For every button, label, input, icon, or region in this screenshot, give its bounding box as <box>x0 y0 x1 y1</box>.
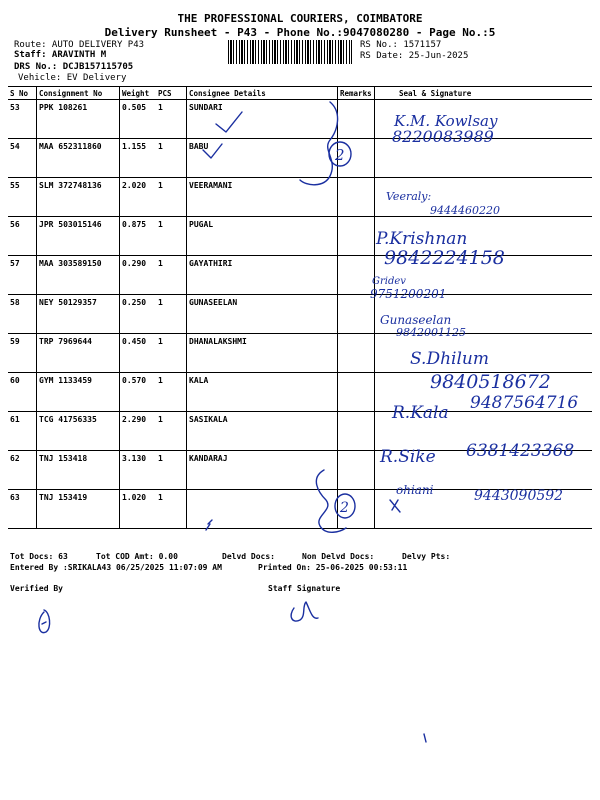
cell-seal-signature <box>375 373 593 412</box>
cell-remarks <box>338 373 375 412</box>
signature-61-phone: 6381423368 <box>466 441 575 461</box>
signature-53-name: K.M. Kowlsay <box>394 112 498 130</box>
cell-remarks <box>338 334 375 373</box>
runsheet-title: Delivery Runsheet - P43 - Phone No.:9047080280 - Page No.:5 <box>104 26 496 39</box>
signature-62-name: ohiani <box>396 483 434 497</box>
cell-consignee: GUNASEELAN <box>187 295 338 334</box>
cell-remarks <box>338 139 375 178</box>
cell-sno: 62 <box>8 451 37 490</box>
cell-seal-signature <box>375 100 593 139</box>
delivered-docs: Delvd Docs: <box>222 552 275 561</box>
cell-sno: 56 <box>8 217 37 256</box>
cell-remarks <box>338 178 375 217</box>
total-cod-amount: Tot COD Amt: 0.00 <box>96 552 178 561</box>
drs-label: DRS No.: DCJB157115705 <box>14 62 134 72</box>
col-weight: Weight <box>120 87 157 100</box>
rs-date: RS Date: 25-Jun-2025 <box>360 51 469 61</box>
staff-label: Staff: ARAVINTH M <box>14 50 107 60</box>
cell-consignment-no: MAA 652311860 <box>37 139 120 178</box>
cell-consignee: KALA <box>187 373 338 412</box>
signature-60-phone: 9487564716 <box>470 393 579 413</box>
cell-pcs: 1 <box>156 334 187 373</box>
cell-consignment-no: GYM 1133459 <box>37 373 120 412</box>
cell-sno: 57 <box>8 256 37 295</box>
cell-consignee: GAYATHIRI <box>187 256 338 295</box>
signature-55-name: Veeraly: <box>386 190 432 203</box>
cell-consignment-no: PPK 108261 <box>37 100 120 139</box>
cell-consignee: VEERAMANI <box>187 178 338 217</box>
cell-seal-signature <box>375 139 593 178</box>
circled-count-upper-text: 2 <box>335 146 345 164</box>
signature-58-phone: 9842001125 <box>396 326 466 339</box>
cell-pcs: 1 <box>156 490 187 529</box>
cell-weight: 0.570 <box>120 373 157 412</box>
signature-55-phone: 9444460220 <box>430 204 500 217</box>
cell-remarks <box>338 217 375 256</box>
cell-pcs: 1 <box>156 139 187 178</box>
table-row <box>8 139 592 178</box>
cell-remarks <box>338 295 375 334</box>
table-row <box>8 490 592 529</box>
non-delivered-docs: Non Delvd Docs: <box>302 552 375 561</box>
table-row <box>8 334 592 373</box>
cell-remarks <box>338 412 375 451</box>
cell-consignment-no: NEY 50129357 <box>37 295 120 334</box>
cell-consignee: BABU <box>187 139 338 178</box>
col-pcs: PCS <box>156 87 187 100</box>
cell-consignment-no: TCG 41756335 <box>37 412 120 451</box>
cell-pcs: 1 <box>156 217 187 256</box>
cell-sno: 60 <box>8 373 37 412</box>
table-row <box>8 256 592 295</box>
runsheet-table <box>8 86 592 529</box>
delivery-points: Delvy Pts: <box>402 552 451 561</box>
cell-weight: 0.505 <box>120 100 157 139</box>
cell-pcs: 1 <box>156 100 187 139</box>
cell-seal-signature <box>375 295 593 334</box>
cell-weight: 3.130 <box>120 451 157 490</box>
cell-remarks <box>338 451 375 490</box>
cell-pcs: 1 <box>156 412 187 451</box>
cell-consignment-no: SLM 372748136 <box>37 178 120 217</box>
col-consignee: Consignee Details <box>187 87 338 100</box>
cell-seal-signature <box>375 217 593 256</box>
cell-pcs: 1 <box>156 295 187 334</box>
cell-pcs: 1 <box>156 178 187 217</box>
cell-consignee: KANDARAJ <box>187 451 338 490</box>
cell-consignee: SASIKALA <box>187 412 338 451</box>
signature-58-name: Gunaseelan <box>380 313 452 327</box>
cell-weight: 1.155 <box>120 139 157 178</box>
cell-sno: 63 <box>8 490 37 529</box>
cell-sno: 61 <box>8 412 37 451</box>
table-row <box>8 100 592 139</box>
cell-consignee: DHANALAKSHMI <box>187 334 338 373</box>
table-row <box>8 373 592 412</box>
cell-remarks <box>338 256 375 295</box>
cell-consignment-no: JPR 503015146 <box>37 217 120 256</box>
cell-weight: 1.020 <box>120 490 157 529</box>
cell-consignment-no: TRP 7969644 <box>37 334 120 373</box>
cell-seal-signature <box>375 490 593 529</box>
cell-consignee <box>187 490 338 529</box>
cell-consignee: PUGAL <box>187 217 338 256</box>
staff-signature-label: Staff Signature <box>268 584 341 593</box>
signature-56-name: P.Krishnan <box>376 229 468 249</box>
table-row <box>8 451 592 490</box>
cell-seal-signature <box>375 178 593 217</box>
stray-ink-mark <box>424 734 426 742</box>
verified-by-signature <box>39 610 50 633</box>
col-remarks: Remarks <box>338 87 375 100</box>
cell-seal-signature <box>375 256 593 295</box>
signature-53-phone: 8220083989 <box>392 127 494 146</box>
signature-60-name: R.Kala <box>392 403 449 423</box>
signature-62-phone: 9443090592 <box>474 488 564 504</box>
cell-sno: 59 <box>8 334 37 373</box>
cell-weight: 0.250 <box>120 295 157 334</box>
cell-remarks <box>338 490 375 529</box>
table-row <box>8 412 592 451</box>
circled-count-lower-text: 2 <box>340 500 349 516</box>
cell-pcs: 1 <box>156 373 187 412</box>
cell-consignment-no: TNJ 153419 <box>37 490 120 529</box>
verified-by-label: Verified By <box>10 584 63 593</box>
signature-61-name: R.Sike <box>380 447 436 467</box>
rs-number: RS No.: 1571157 <box>360 40 442 50</box>
cell-sno: 55 <box>8 178 37 217</box>
signature-57-phone: 9751200201 <box>370 287 447 301</box>
cell-consignment-no: MAA 303589150 <box>37 256 120 295</box>
route-label: Route: AUTO DELIVERY P43 <box>14 40 145 50</box>
table-header-row <box>8 87 592 100</box>
table-row <box>8 295 592 334</box>
cell-weight: 0.450 <box>120 334 157 373</box>
cell-seal-signature <box>375 451 593 490</box>
company-title: THE PROFESSIONAL COURIERS, COIMBATORE <box>177 12 423 25</box>
cell-consignment-no: TNJ 153418 <box>37 451 120 490</box>
signature-59-phone: 9840518672 <box>430 371 551 393</box>
cell-pcs: 1 <box>156 451 187 490</box>
cell-weight: 2.020 <box>120 178 157 217</box>
vehicle-label: Vehicle: EV Delivery <box>18 73 127 83</box>
cell-weight: 0.875 <box>120 217 157 256</box>
staff-signature-mark <box>291 602 318 621</box>
cell-sno: 58 <box>8 295 37 334</box>
printed-on: Printed On: 25-06-2025 00:53:11 <box>258 563 408 572</box>
cell-sno: 53 <box>8 100 37 139</box>
table-row <box>8 217 592 256</box>
col-sno: S No <box>8 87 37 100</box>
cell-seal-signature <box>375 412 593 451</box>
signature-56-phone: 9842224158 <box>384 247 505 269</box>
cell-consignee: SUNDARI <box>187 100 338 139</box>
signature-59-name: S.Dhilum <box>410 349 489 369</box>
signature-57-name: Gridev <box>372 276 406 287</box>
cell-remarks <box>338 100 375 139</box>
barcode <box>228 40 352 64</box>
cell-sno: 54 <box>8 139 37 178</box>
col-consignment: Consignment No <box>37 87 120 100</box>
cell-pcs: 1 <box>156 256 187 295</box>
entered-by: Entered By :SRIKALA43 06/25/2025 11:07:09 AM <box>10 563 222 572</box>
table-row <box>8 178 592 217</box>
cell-seal-signature <box>375 334 593 373</box>
total-docs: Tot Docs: 63 <box>10 552 68 561</box>
cell-weight: 2.290 <box>120 412 157 451</box>
cell-weight: 0.290 <box>120 256 157 295</box>
col-seal-signature: Seal & Signature <box>375 87 593 100</box>
